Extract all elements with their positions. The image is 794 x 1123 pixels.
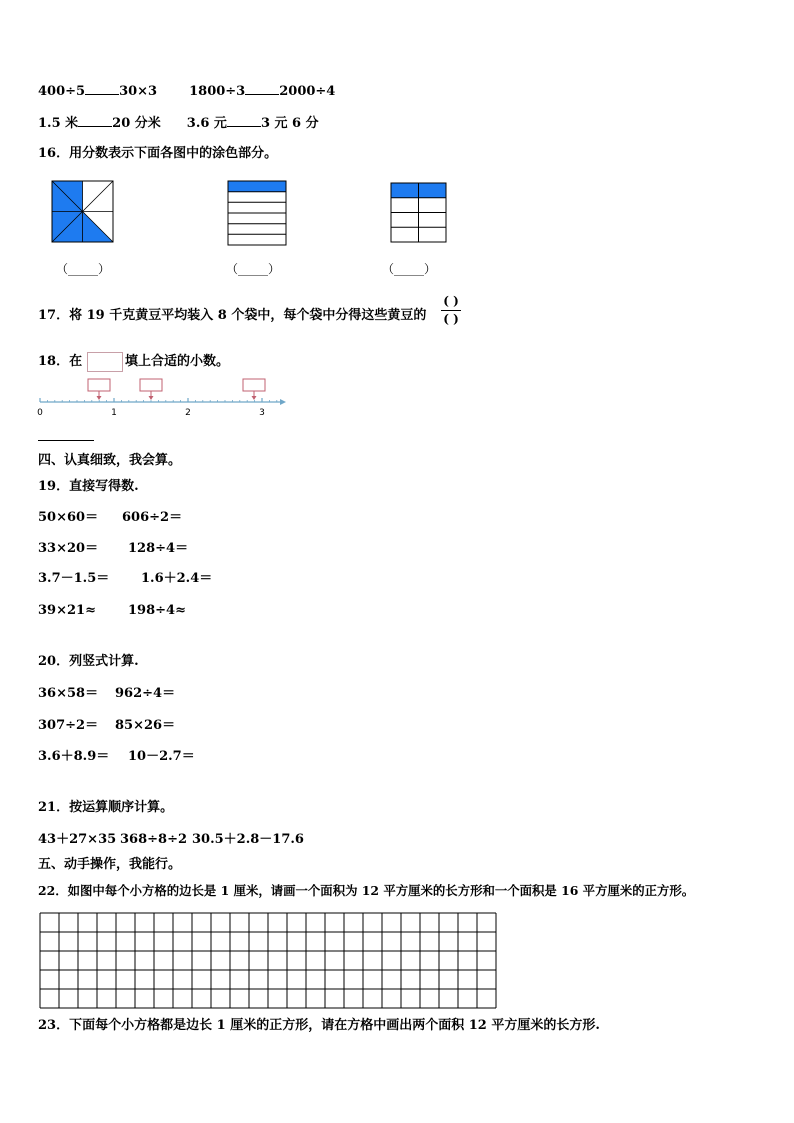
q16-figure-square — [52, 181, 113, 242]
q18-prefix: 18．在 — [38, 354, 83, 369]
fraction-numerator: ( ) — [443, 294, 459, 308]
q20-item: 307÷2＝ — [38, 718, 99, 733]
q20-title: 20．列竖式计算. — [38, 654, 139, 669]
q21-item: 30.5＋2.8－17.6 — [192, 832, 304, 847]
section-5-title: 五、动手操作，我能行。 — [38, 857, 182, 872]
q19-item: 33×20＝ — [38, 541, 99, 556]
q19-title: 19．直接写得数. — [38, 479, 139, 494]
fraction-bar — [441, 310, 461, 311]
fraction-denominator: ( ) — [443, 312, 459, 326]
q21-title: 21．按运算顺序计算。 — [38, 800, 174, 815]
q21-item: 368÷8÷2 — [120, 832, 188, 847]
q16-figure-strips — [228, 181, 286, 245]
q20-item: 10－2.7＝ — [128, 749, 195, 764]
tick-label: 2 — [185, 408, 191, 418]
q19-item: 1.6＋2.4＝ — [141, 571, 213, 586]
q19-item: 3.7－1.5＝ — [38, 571, 110, 586]
q18-answer-line[interactable] — [38, 440, 94, 441]
q18-number-line — [36, 376, 288, 418]
q18-sample-box — [87, 352, 123, 372]
q20-item: 85×26＝ — [115, 718, 176, 733]
answer-blank[interactable] — [78, 114, 112, 127]
q16-answer-2[interactable]: （_____） — [226, 262, 281, 276]
q23-text: 23．下面每个小方格都是边长 1 厘米的正方形，请在方格中画出两个面积 12 平方厘米的长方形. — [38, 1018, 600, 1033]
q22-drawing-grid[interactable] — [40, 913, 496, 1008]
q18-answer-box — [243, 379, 265, 391]
q16-title: 16．用分数表示下面各图中的涂色部分。 — [38, 146, 278, 161]
q19-item: 39×21≈ — [38, 603, 96, 618]
answer-blank[interactable] — [85, 82, 119, 95]
tick-label: 3 — [259, 408, 265, 418]
q20-item: 36×58＝ — [38, 686, 99, 701]
q19-item: 128÷4＝ — [128, 541, 189, 556]
q17-text: 17．将 19 千克黄豆平均装入 8 个袋中，每个袋中分得这些黄豆的 — [38, 308, 427, 323]
q21-item: 43＋27×35 — [38, 832, 117, 847]
q19-item: 198÷4≈ — [128, 603, 186, 618]
q18-suffix: 填上合适的小数。 — [125, 354, 230, 369]
tick-label: 1 — [111, 408, 117, 418]
q16-answer-3[interactable]: （_____） — [382, 262, 437, 276]
q20-item: 962÷4＝ — [115, 686, 176, 701]
q18-answer-box — [140, 379, 162, 391]
q16-figure-grid — [391, 183, 446, 242]
q19-item: 50×60＝ — [38, 510, 99, 525]
answer-blank[interactable] — [245, 82, 279, 95]
q22-text: 22．如图中每个小方格的边长是 1 厘米，请画一个面积为 12 平方厘米的长方形和一个面积是 16 平方厘米的正方形。 — [38, 883, 695, 898]
q17-fraction[interactable] — [438, 295, 464, 326]
compare-row-1: 400÷5 30×3 1800÷3 2000÷4 — [38, 84, 336, 99]
q18-answer-box — [88, 379, 110, 391]
answer-blank[interactable] — [227, 114, 261, 127]
q20-item: 3.6＋8.9＝ — [38, 749, 110, 764]
q19-item: 606÷2＝ — [122, 510, 183, 525]
section-4-title: 四、认真细致，我会算。 — [38, 453, 182, 468]
compare-row-2: 1.5 米 20 分米 3.6 元 3 元 6 分 — [38, 116, 319, 131]
tick-label: 0 — [37, 408, 43, 418]
q16-answer-1[interactable]: （_____） — [56, 262, 111, 276]
